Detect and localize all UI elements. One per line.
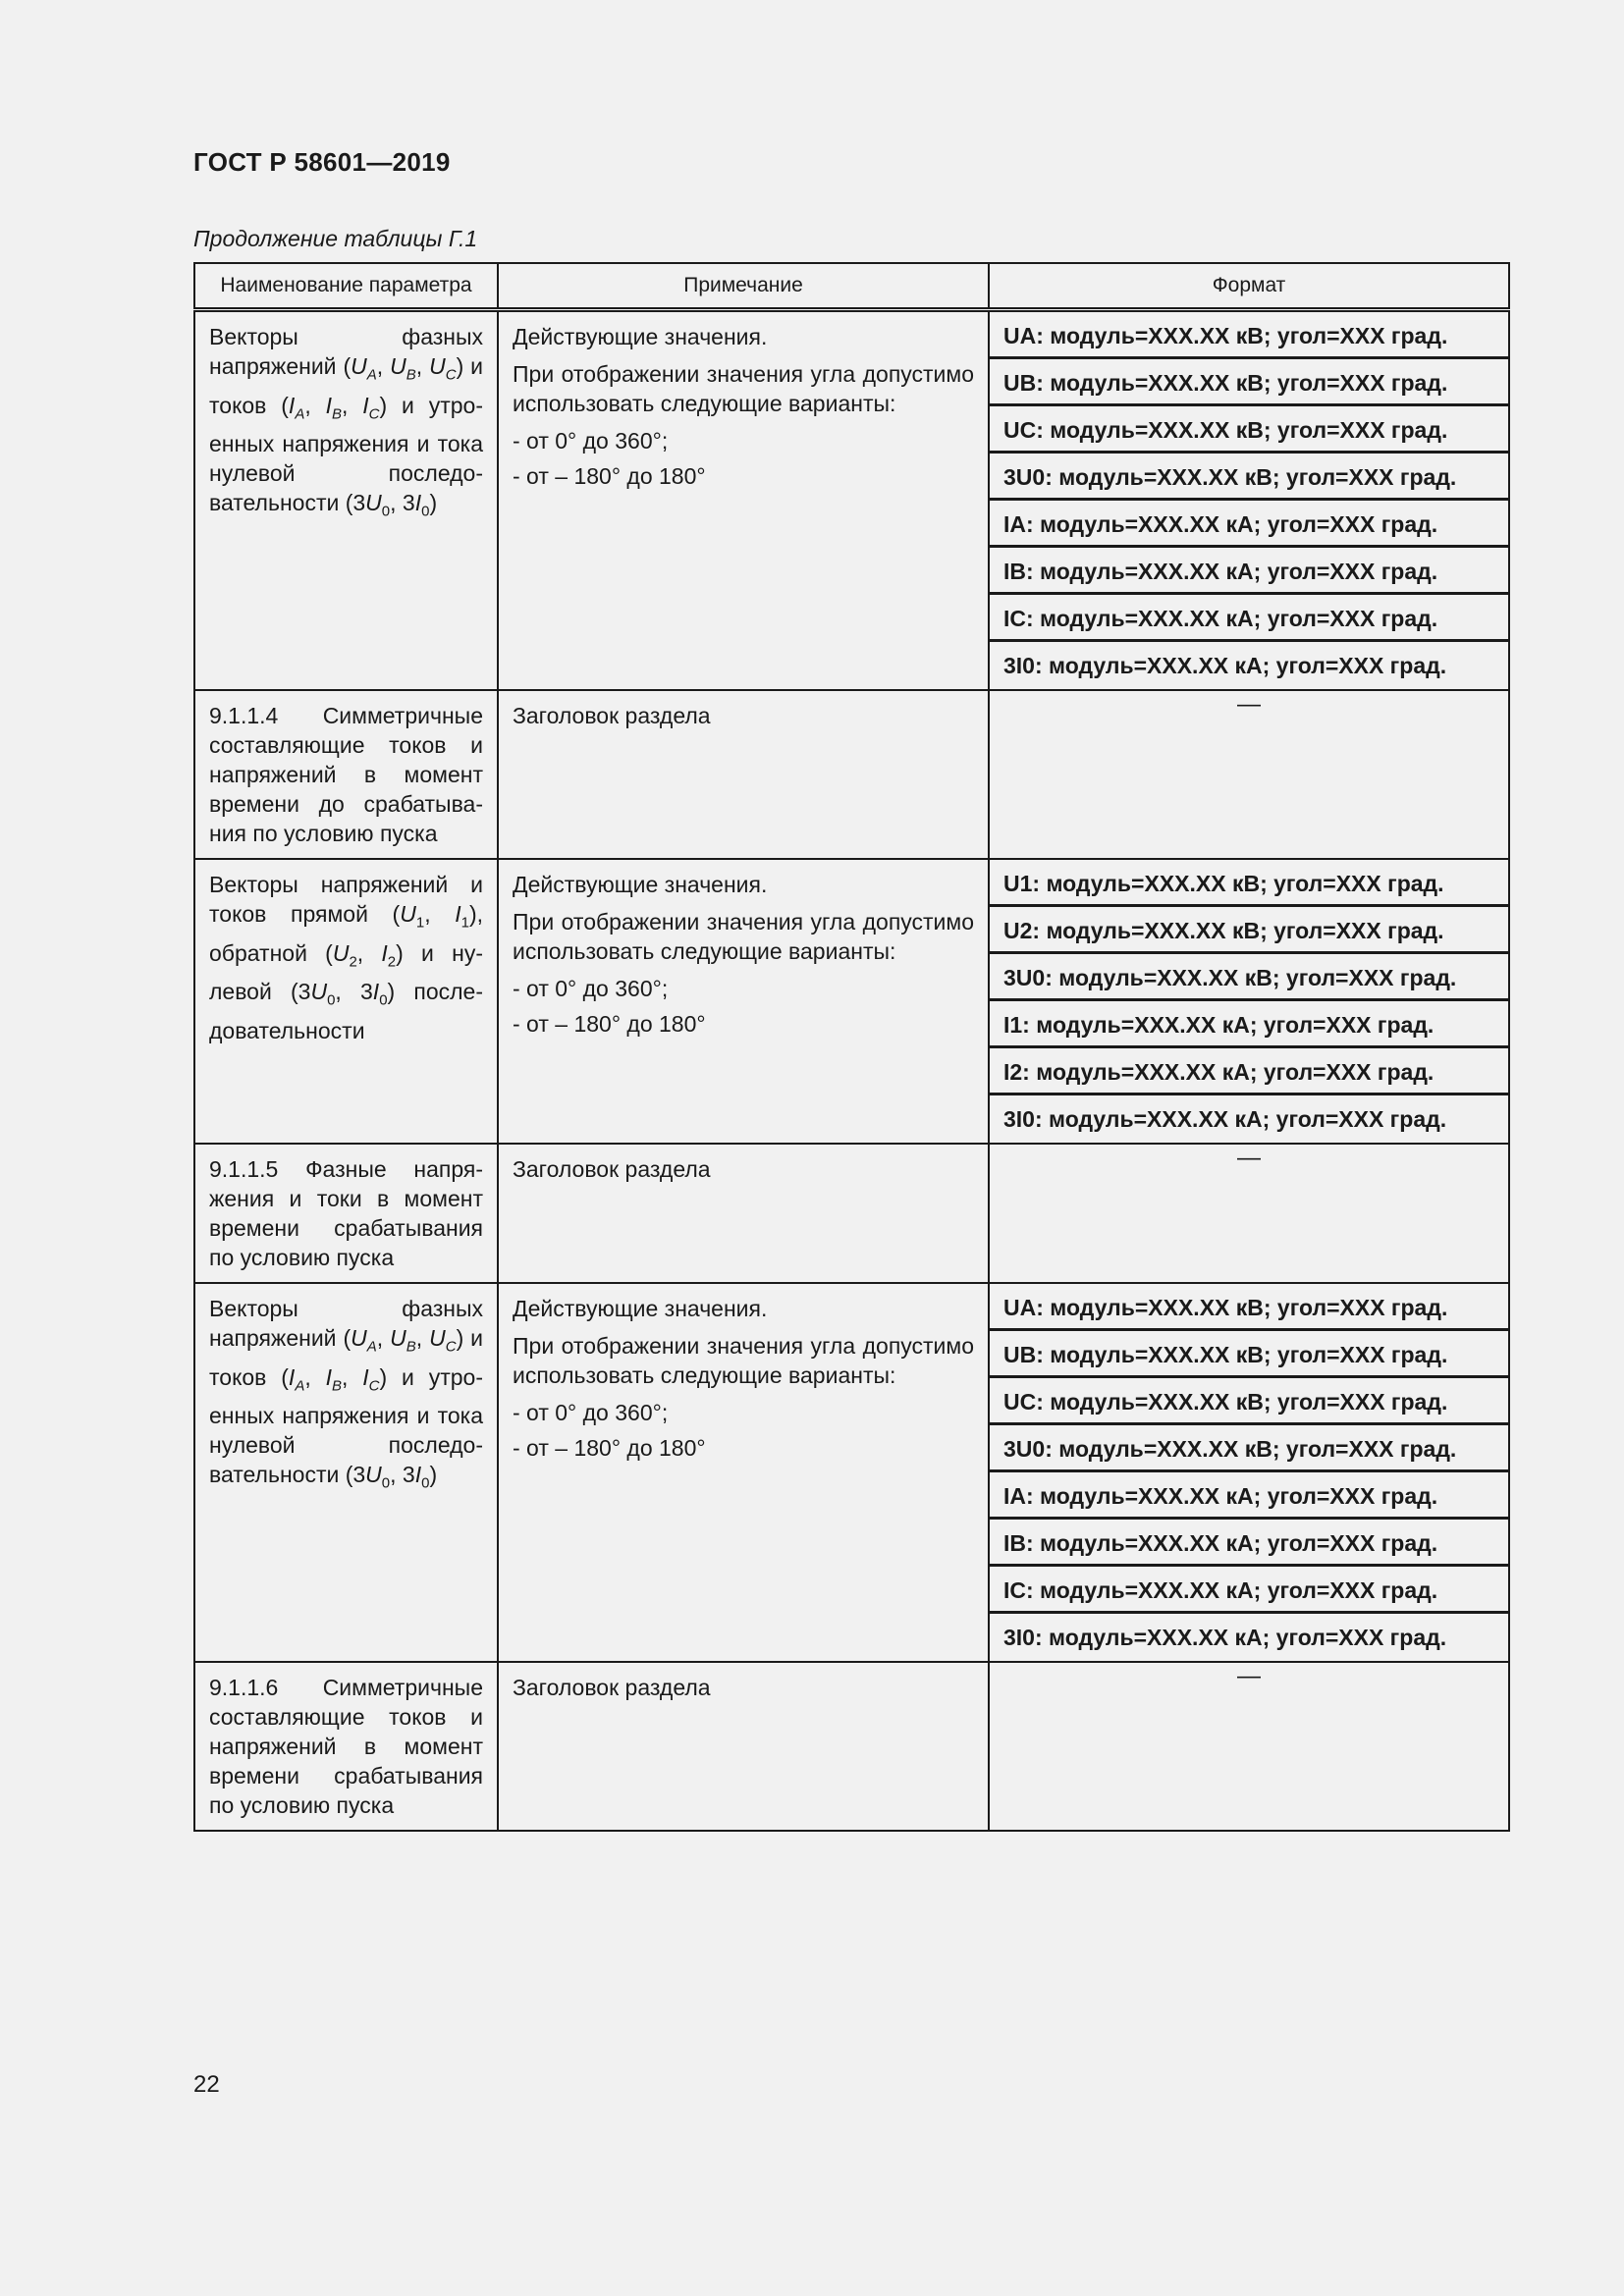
format-dash-cell <box>989 1144 1509 1283</box>
note-line: Заголовок раздела <box>513 703 711 728</box>
parameter-text: 9.1.1.5 Фазные напряжения и токи в момент времени срабатывания по условию пуска <box>209 1156 483 1270</box>
note-cell <box>498 690 989 859</box>
format-cell <box>989 859 1509 1144</box>
parameter-cell <box>194 1144 498 1283</box>
parameter-cell <box>194 1662 498 1831</box>
page-number: 22 <box>193 2071 220 2098</box>
format-item: 3I0: модуль=XXX.XX кА; угол=XXX град. <box>1003 1625 1447 1650</box>
format-item: 3I0: модуль=XXX.XX кА; угол=XXX град. <box>1003 653 1447 678</box>
parameter-text: Векторы фазных напряжений ($U_A$, $U_B$, $U_C$) и токов ($I_A$, $I_B$, $I_C$) и утроенных напряжения и тока нулевой последовательности ($3U_0$, $3I_0$) <box>209 1296 484 1492</box>
format-item: IA: модуль=XXX.XX кА; угол=XXX град. <box>990 501 1508 548</box>
note-line: - от 0° до 360°; <box>513 976 669 1001</box>
format-item: I1: модуль=XXX.XX кА; угол=XXX град. <box>990 1001 1508 1048</box>
table-row <box>194 690 1509 859</box>
column-header-format: Формат <box>989 263 1509 310</box>
format-item: 3U0: модуль=XXX.XX кВ; угол=XXX град. <box>990 454 1508 501</box>
note-cell <box>498 310 989 691</box>
note-cell <box>498 1144 989 1283</box>
format-item: I2: модуль=XXX.XX кА; угол=XXX град. <box>990 1048 1508 1095</box>
table-row <box>194 1283 1509 1662</box>
format-dash-cell <box>989 1662 1509 1831</box>
table-row <box>194 310 1509 691</box>
parameter-text: 9.1.1.6 Симметричные составляющие токов и напряжений в момент времени срабатывания по условию пуска <box>209 1675 483 1818</box>
parameter-text: 9.1.1.4 Симметричные составляющие токов и напряжений в момент времени до срабатывания по условию пуска <box>209 703 483 846</box>
format-item: U2: модуль=XXX.XX кВ; угол=XXX град. <box>990 907 1508 954</box>
empty-format-dash: — <box>1237 1145 1261 1171</box>
note-cell <box>498 859 989 1144</box>
note-line: - от – 180° до 180° <box>513 1011 706 1037</box>
note-line: Действующие значения. <box>513 872 768 897</box>
format-item: 3I0: модуль=XXX.XX кА; угол=XXX град. <box>1003 1106 1447 1132</box>
parameters-table <box>193 262 1510 1832</box>
note-cell <box>498 1662 989 1831</box>
table-row <box>194 1662 1509 1831</box>
parameter-cell <box>194 1283 498 1662</box>
note-line: Действующие значения. <box>513 324 768 349</box>
note-line: При отображении значения угла допустимо использовать следующие варианты: <box>513 1333 974 1388</box>
format-item: UC: модуль=XXX.XX кВ; угол=XXX град. <box>990 1378 1508 1425</box>
table-caption: Продолжение таблицы Г.1 <box>193 226 478 251</box>
note-line: - от – 180° до 180° <box>513 463 706 489</box>
note-line: - от 0° до 360°; <box>513 428 669 454</box>
format-item: U1: модуль=XXX.XX кВ; угол=XXX град. <box>990 860 1508 907</box>
format-item: UA: модуль=XXX.XX кВ; угол=XXX град. <box>990 312 1508 359</box>
table-header-row <box>194 263 1509 310</box>
format-cell <box>989 1283 1509 1662</box>
note-line: - от 0° до 360°; <box>513 1400 669 1425</box>
note-cell <box>498 1283 989 1662</box>
parameter-cell <box>194 310 498 691</box>
note-line: Заголовок раздела <box>513 1156 711 1182</box>
note-line: При отображении значения угла допустимо использовать следующие варианты: <box>513 361 974 416</box>
table-body <box>194 310 1509 1832</box>
empty-format-dash: — <box>1237 691 1261 718</box>
note-line: При отображении значения угла допустимо использовать следующие варианты: <box>513 909 974 964</box>
column-header-note: Примечание <box>498 263 989 310</box>
format-item: UB: модуль=XXX.XX кВ; угол=XXX град. <box>990 359 1508 406</box>
table-row <box>194 859 1509 1144</box>
parameter-text: Векторы фазных напряжений ($U_A$, $U_B$, $U_C$) и токов ($I_A$, $I_B$, $I_C$) и утроенных напряжения и тока нулевой последовательности ($3U_0$, $3I_0$) <box>209 324 484 520</box>
column-header-parameter: Наименование параметра <box>194 263 498 310</box>
format-cell <box>989 310 1509 691</box>
format-item: IC: модуль=XXX.XX кА; угол=XXX град. <box>990 595 1508 642</box>
format-item: IC: модуль=XXX.XX кА; угол=XXX град. <box>990 1567 1508 1614</box>
parameter-cell <box>194 859 498 1144</box>
format-list <box>990 1284 1508 1661</box>
format-dash-cell <box>989 690 1509 859</box>
parameter-text: Векторы напряжений и токов прямой ($U_1$, $I_1$), обратной ($U_2$, $I_2$) и нулевой ($3U_0$, $3I_0$) последовательности <box>209 872 484 1043</box>
format-list <box>990 860 1508 1143</box>
note-line: - от – 180° до 180° <box>513 1435 706 1461</box>
note-line: Действующие значения. <box>513 1296 768 1321</box>
format-item: UB: модуль=XXX.XX кВ; угол=XXX град. <box>990 1331 1508 1378</box>
note-line: Заголовок раздела <box>513 1675 711 1700</box>
parameter-cell <box>194 690 498 859</box>
format-item: 3U0: модуль=XXX.XX кВ; угол=XXX град. <box>990 954 1508 1001</box>
format-item: UA: модуль=XXX.XX кВ; угол=XXX град. <box>990 1284 1508 1331</box>
format-item: IB: модуль=XXX.XX кА; угол=XXX град. <box>990 1520 1508 1567</box>
table-row <box>194 1144 1509 1283</box>
document-id: ГОСТ Р 58601—2019 <box>193 147 451 177</box>
format-item: UC: модуль=XXX.XX кВ; угол=XXX град. <box>990 406 1508 454</box>
empty-format-dash: — <box>1237 1663 1261 1689</box>
format-item: IB: модуль=XXX.XX кА; угол=XXX град. <box>990 548 1508 595</box>
format-item: IA: модуль=XXX.XX кА; угол=XXX град. <box>990 1472 1508 1520</box>
format-item: 3U0: модуль=XXX.XX кВ; угол=XXX град. <box>990 1425 1508 1472</box>
format-list <box>990 312 1508 689</box>
